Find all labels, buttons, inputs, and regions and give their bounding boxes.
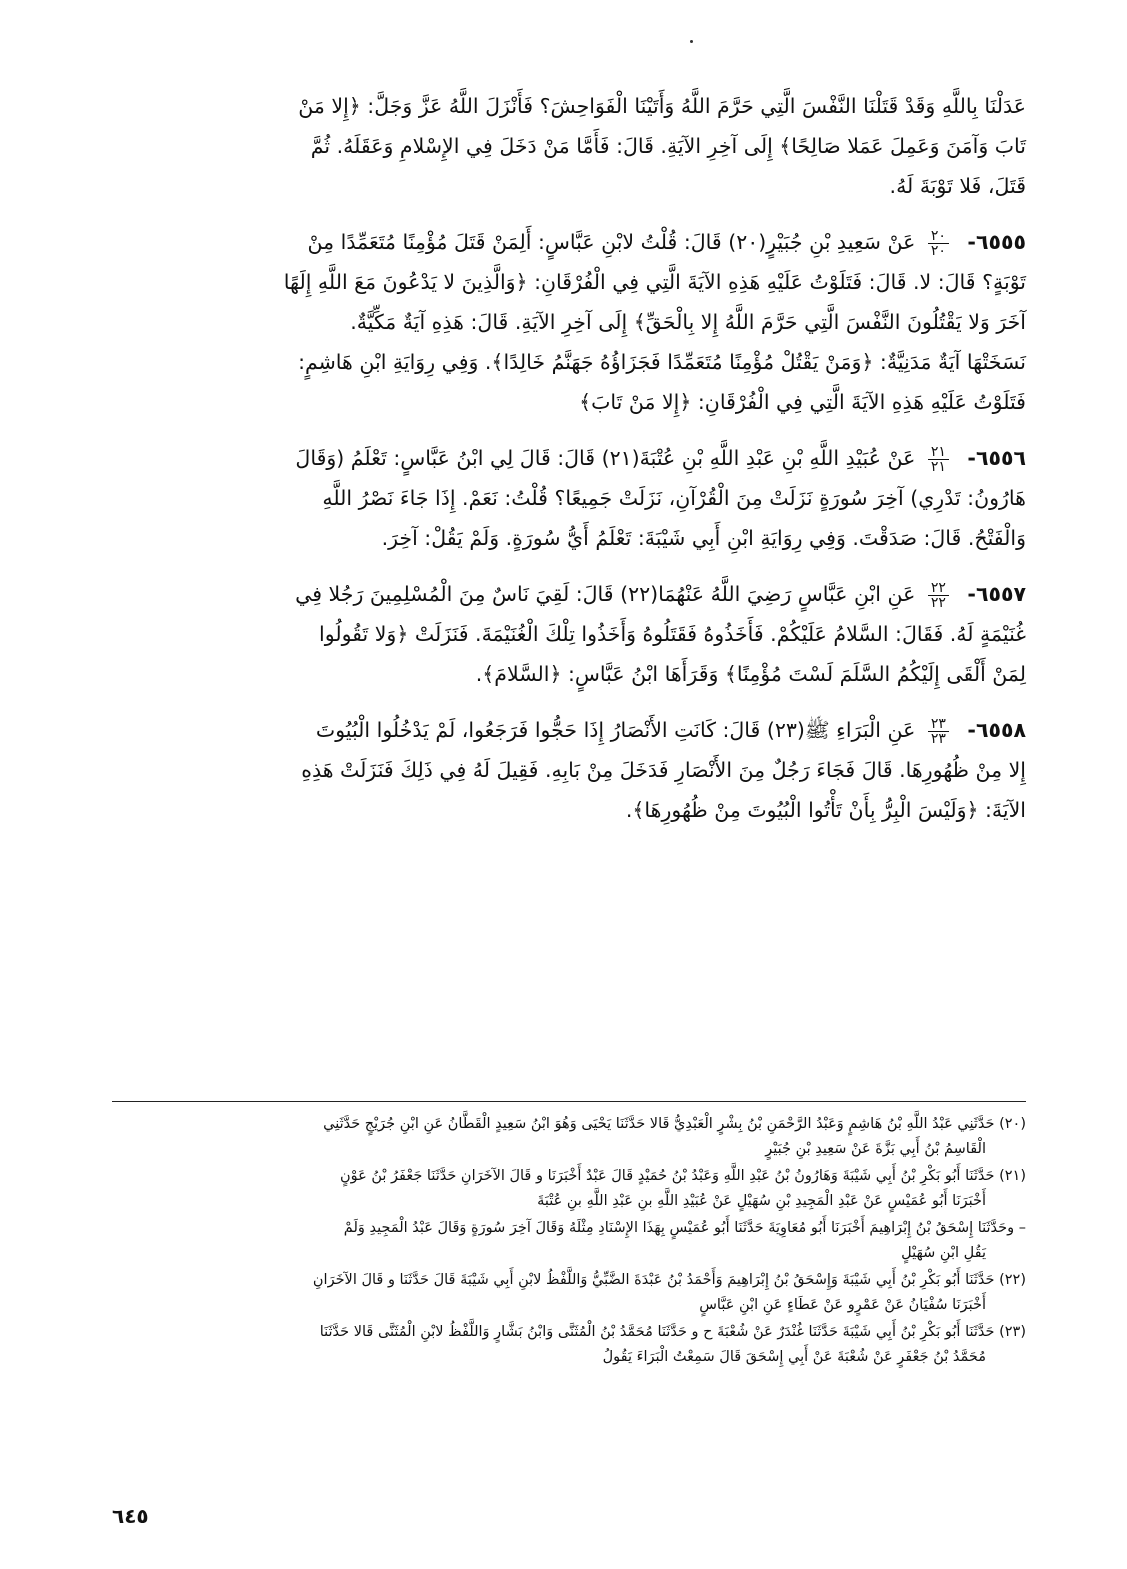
fraction-top: ٢٣ bbox=[928, 717, 949, 732]
scan-speck bbox=[690, 40, 693, 43]
text-line: آخَرَ وَلا يَقْتُلُونَ النَّفْسَ الَّتِي حَرَّمَ اللَّهُ إِلا بِالْحَقِّ﴾ إِلَى آخِرِ الآيَةِ. قَالَ: هَذِهِ آيَةٌ مَكِّيَّةٌ. bbox=[350, 310, 1026, 334]
text-line: عَنْ عُبَيْدِ اللَّهِ بْنِ عَبْدِ اللَّهِ بْنِ عُتْبَةَ(٢١) قَالَ: قَالَ لِي ابْنُ عَبَّاسٍ: تَعْلَمُ (وَقَالَ bbox=[295, 446, 916, 470]
text-line: تَابَ وَآمَنَ وَعَمِلَ عَمَلا صَالِحًا﴾ إِلَى آخِرِ الآيَةِ. قَالَ: فَأَمَّا مَنْ دَخَلَ فِي الإِسْلامِ وَعَقَلَهُ. ثُمَّ bbox=[310, 134, 1026, 158]
text-line: هَارُونُ: تَدْرِي) آخِرَ سُورَةٍ نَزَلَتْ مِنَ الْقُرْآنِ، نَزَلَتْ جَمِيعًا؟ قُلْتُ: نَعَمْ. إِذَا جَاءَ نَصْرُ اللَّهِ bbox=[322, 486, 1026, 510]
footnote-line: أَخْبَرَنَا أَبُو عُمَيْسٍ عَنْ عَبْدِ الْمَجِيدِ بْنِ سُهَيْلٍ عَنْ عُبَيْدِ اللَّهِ بنِ عَبْدِ اللَّهِ بنِ عُتْبَةَ bbox=[537, 1193, 986, 1209]
hadith-fraction bbox=[928, 581, 949, 610]
hadith-number: ٦٥٥٦- bbox=[967, 446, 1026, 470]
hadith-paragraph bbox=[112, 574, 1026, 694]
text-line: عَنْ سَعِيدِ بْنِ جُبَيْرٍ(٢٠) قَالَ: قُلْتُ لابْنِ عَبَّاسٍ: أَلِمَنْ قَتَلَ مُؤْمِنًا مُتَعَمِّدًا مِنْ bbox=[307, 230, 916, 254]
text-line: تَوْبَةٍ؟ قَالَ: لا. قَالَ: فَتَلَوْتُ عَلَيْهِ هَذِهِ الآيَةَ الَّتِي فِي الْفُرْقَانِ: ﴿وَالَّذِينَ لا يَدْعُونَ مَعَ اللَّهِ إِلَهًا bbox=[283, 270, 1026, 294]
text-line: لِمَنْ أَلْقَى إِلَيْكُمُ السَّلَمَ لَسْتَ مُؤْمِنًا﴾ وَقَرَأَهَا ابْنُ عَبَّاسٍ: ﴿السَّلامَ﴾. bbox=[475, 662, 1026, 686]
footnote-line: الْقَاسِمُ بْنُ أَبِي بَزَّةَ عَنْ سَعِيدِ بْنِ جُبَيْرٍ bbox=[765, 1141, 986, 1157]
footnote-line: مُحَمَّدُ بْنُ جَعْفَرٍ عَنْ شُعْبَةَ عَنْ أَبِي إِسْحَقَ قَالَ سَمِعْتُ الْبَرَاءَ يَقُولُ bbox=[602, 1349, 986, 1365]
footnote bbox=[112, 1320, 1026, 1370]
text-line-first bbox=[112, 222, 1026, 262]
hadith-paragraph bbox=[112, 710, 1026, 830]
text-line: غُنَيْمَةٍ لَهُ. فَقَالَ: السَّلامُ عَلَيْكُمْ. فَأَخَذُوهُ فَقَتَلُوهُ وَأَخَذُوا تِلْكَ الْغُنَيْمَةَ. فَنَزَلَتْ ﴿وَلا تَقُولُوا bbox=[319, 622, 1026, 646]
footnote-line: (٢٠) حَدَّثَنِي عَبْدُ اللَّهِ بْنُ هَاشِمٍ وَعَبْدُ الرَّحْمَنِ بْنُ بِشْرٍ الْعَبْدِيُّ قَالا حَدَّثَنَا يَحْيَى وَهُوَ ابْنُ سَعِيدٍ الْقَطَّانُ عَنِ ابْنِ جُرَيْجٍ حَدَّثَنِي bbox=[323, 1116, 1026, 1132]
footnote bbox=[112, 1164, 1026, 1214]
hadith-paragraph bbox=[112, 222, 1026, 422]
fraction-top: ٢٠ bbox=[928, 229, 949, 244]
hadith-fraction bbox=[928, 445, 949, 474]
page-number: ٦٤٥ bbox=[112, 1504, 149, 1528]
footnote-line: أَخْبَرَنَا سُفْيَانُ عَنْ عَمْرٍو عَنْ عَطَاءٍ عَنِ ابْنِ عَبَّاسٍ bbox=[699, 1297, 986, 1313]
hadith-number: ٦٥٥٨- bbox=[967, 718, 1026, 742]
text-line: فَتَلَوْتُ عَلَيْهِ هَذِهِ الآيَةَ الَّتِي فِي الْفُرْقَانِ: ﴿إِلا مَنْ تَابَ﴾ bbox=[579, 390, 1026, 414]
text-line-first bbox=[112, 710, 1026, 750]
hadith-paragraph bbox=[112, 438, 1026, 558]
text-line-first bbox=[112, 438, 1026, 478]
footnote-line: يَقُلِ ابْنِ سُهَيْلٍ bbox=[901, 1245, 986, 1261]
hadith-number: ٦٥٥٧- bbox=[967, 582, 1026, 606]
text-line: عَدَلْنَا بِاللَّهِ وَقَدْ قَتَلْنَا النَّفْسَ الَّتِي حَرَّمَ اللَّهُ وَأَتَيْنَا الْفَوَاحِشَ؟ فَأَنْزَلَ اللَّهُ عَزَّ وَجَلَّ: ﴿إِلا مَنْ bbox=[298, 94, 1026, 118]
text-line-first bbox=[112, 574, 1026, 614]
text-line: وَالْفَتْحُ. قَالَ: صَدَقْتَ. وَفِي رِوَايَةِ ابْنِ أَبِي شَيْبَةَ: تَعْلَمُ أَيُّ سُورَةٍ. وَلَمْ يَقُلْ: آخِرَ. bbox=[381, 526, 1026, 550]
text-line: عَنِ الْبَرَاءِ ﷺ(٢٣) قَالَ: كَانَتِ الأَنْصَارُ إِذَا حَجُّوا فَرَجَعُوا، لَمْ يَدْخُلُوا الْبُيُوتَ bbox=[315, 718, 916, 742]
text-line: قَتَلَ، فَلا تَوْبَةَ لَهُ. bbox=[889, 174, 1026, 198]
hadith-number: ٦٥٥٥- bbox=[967, 230, 1026, 254]
footnote bbox=[112, 1216, 1026, 1266]
text-line: الآيَةَ: ﴿وَلَيْسَ الْبِرُّ بِأَنْ تَأْتُوا الْبُيُوتَ مِنْ ظُهُورِهَا﴾. bbox=[625, 798, 1026, 822]
footnote-line: (٢١) حَدَّثَنَا أَبُو بَكْرِ بْنُ أَبِي شَيْبَةَ وَهَارُونُ بْنُ عَبْدِ اللَّهِ وَعَبْدُ بْنُ حُمَيْدٍ قَالَ عَبْدٌ أَخْبَرَنَا و قَالَ الآخَرَانِ حَدَّثَنَا جَعْفَرُ بْنُ عَوْنٍ bbox=[339, 1168, 1026, 1184]
text-line: إِلا مِنْ ظُهُورِهَا. قَالَ فَجَاءَ رَجُلٌ مِنَ الأَنْصَارِ فَدَخَلَ مِنْ بَابِهِ. فَقِيلَ لَهُ فِي ذَلِكَ فَنَزَلَتْ هَذِهِ bbox=[301, 758, 1026, 782]
fraction-bottom: ٢٢ bbox=[930, 594, 946, 611]
fraction-top: ٢١ bbox=[928, 445, 949, 460]
footnote bbox=[112, 1268, 1026, 1318]
footnote-line: (٢٣) حَدَّثَنَا أَبُو بَكْرِ بْنُ أَبِي شَيْبَةَ حَدَّثَنَا غُنْدَرٌ عَنْ شُعْبَةَ ح و حَدَّثَنَا مُحَمَّدُ بْنُ الْمُثَنَّى وَابْنُ بَشَّارٍ وَاللَّفْظُ لابْنِ الْمُثَنَّى قَالا حَدَّثَنَا bbox=[319, 1324, 1026, 1340]
hadith-fraction bbox=[928, 717, 949, 746]
fraction-bottom: ٢٠ bbox=[930, 242, 946, 259]
fraction-bottom: ٢٣ bbox=[930, 730, 946, 747]
text-line: عَنِ ابْنِ عَبَّاسٍ رَضِيَ اللَّهُ عَنْهُمَا(٢٢) قَالَ: لَقِيَ نَاسٌ مِنَ الْمُسْلِمِينَ رَجُلا فِي bbox=[295, 582, 916, 606]
fraction-bottom: ٢١ bbox=[930, 458, 946, 475]
footnote bbox=[112, 1112, 1026, 1162]
footnote-line: (٢٢) حَدَّثَنَا أَبُو بَكْرِ بْنُ أَبِي شَيْبَةَ وَإِسْحَقُ بْنُ إِبْرَاهِيمَ وَأَحْمَدُ بْنُ عَبْدَةَ الضَّبِّيُّ وَاللَّفْظُ لابْنِ أَبِي شَيْبَةَ قَالَ حَدَّثَنَا و قَالَ الآخَرَانِ bbox=[312, 1272, 1026, 1288]
hadith-fraction bbox=[928, 229, 949, 258]
text-line: نَسَخَتْهَا آيَةٌ مَدَنِيَّةٌ: ﴿وَمَنْ يَقْتُلْ مُؤْمِنًا مُتَعَمِّدًا فَجَزَاؤُهُ جَهَنَّمُ خَالِدًا﴾. وَفِي رِوَايَةِ ابْنِ هَاشِمٍ: bbox=[298, 350, 1026, 374]
footnote-line: – وحَدَّثَنَا إِسْحَقُ بْنُ إِبْرَاهِيمَ أَخْبَرَنَا أَبُو مُعَاوِيَةَ حَدَّثَنَا أَبُو عُمَيْسٍ بِهَذَا الإِسْنَادِ مِثْلَهُ وَقَالَ آخِرَ سُورَةٍ وَقَالَ عَبْدُ الْمَجِيدِ وَلَمْ bbox=[343, 1220, 1026, 1236]
footnotes bbox=[112, 1101, 1026, 1372]
paragraph-continuation bbox=[112, 86, 1026, 206]
fraction-top: ٢٢ bbox=[928, 581, 949, 596]
main-text bbox=[112, 86, 1026, 846]
